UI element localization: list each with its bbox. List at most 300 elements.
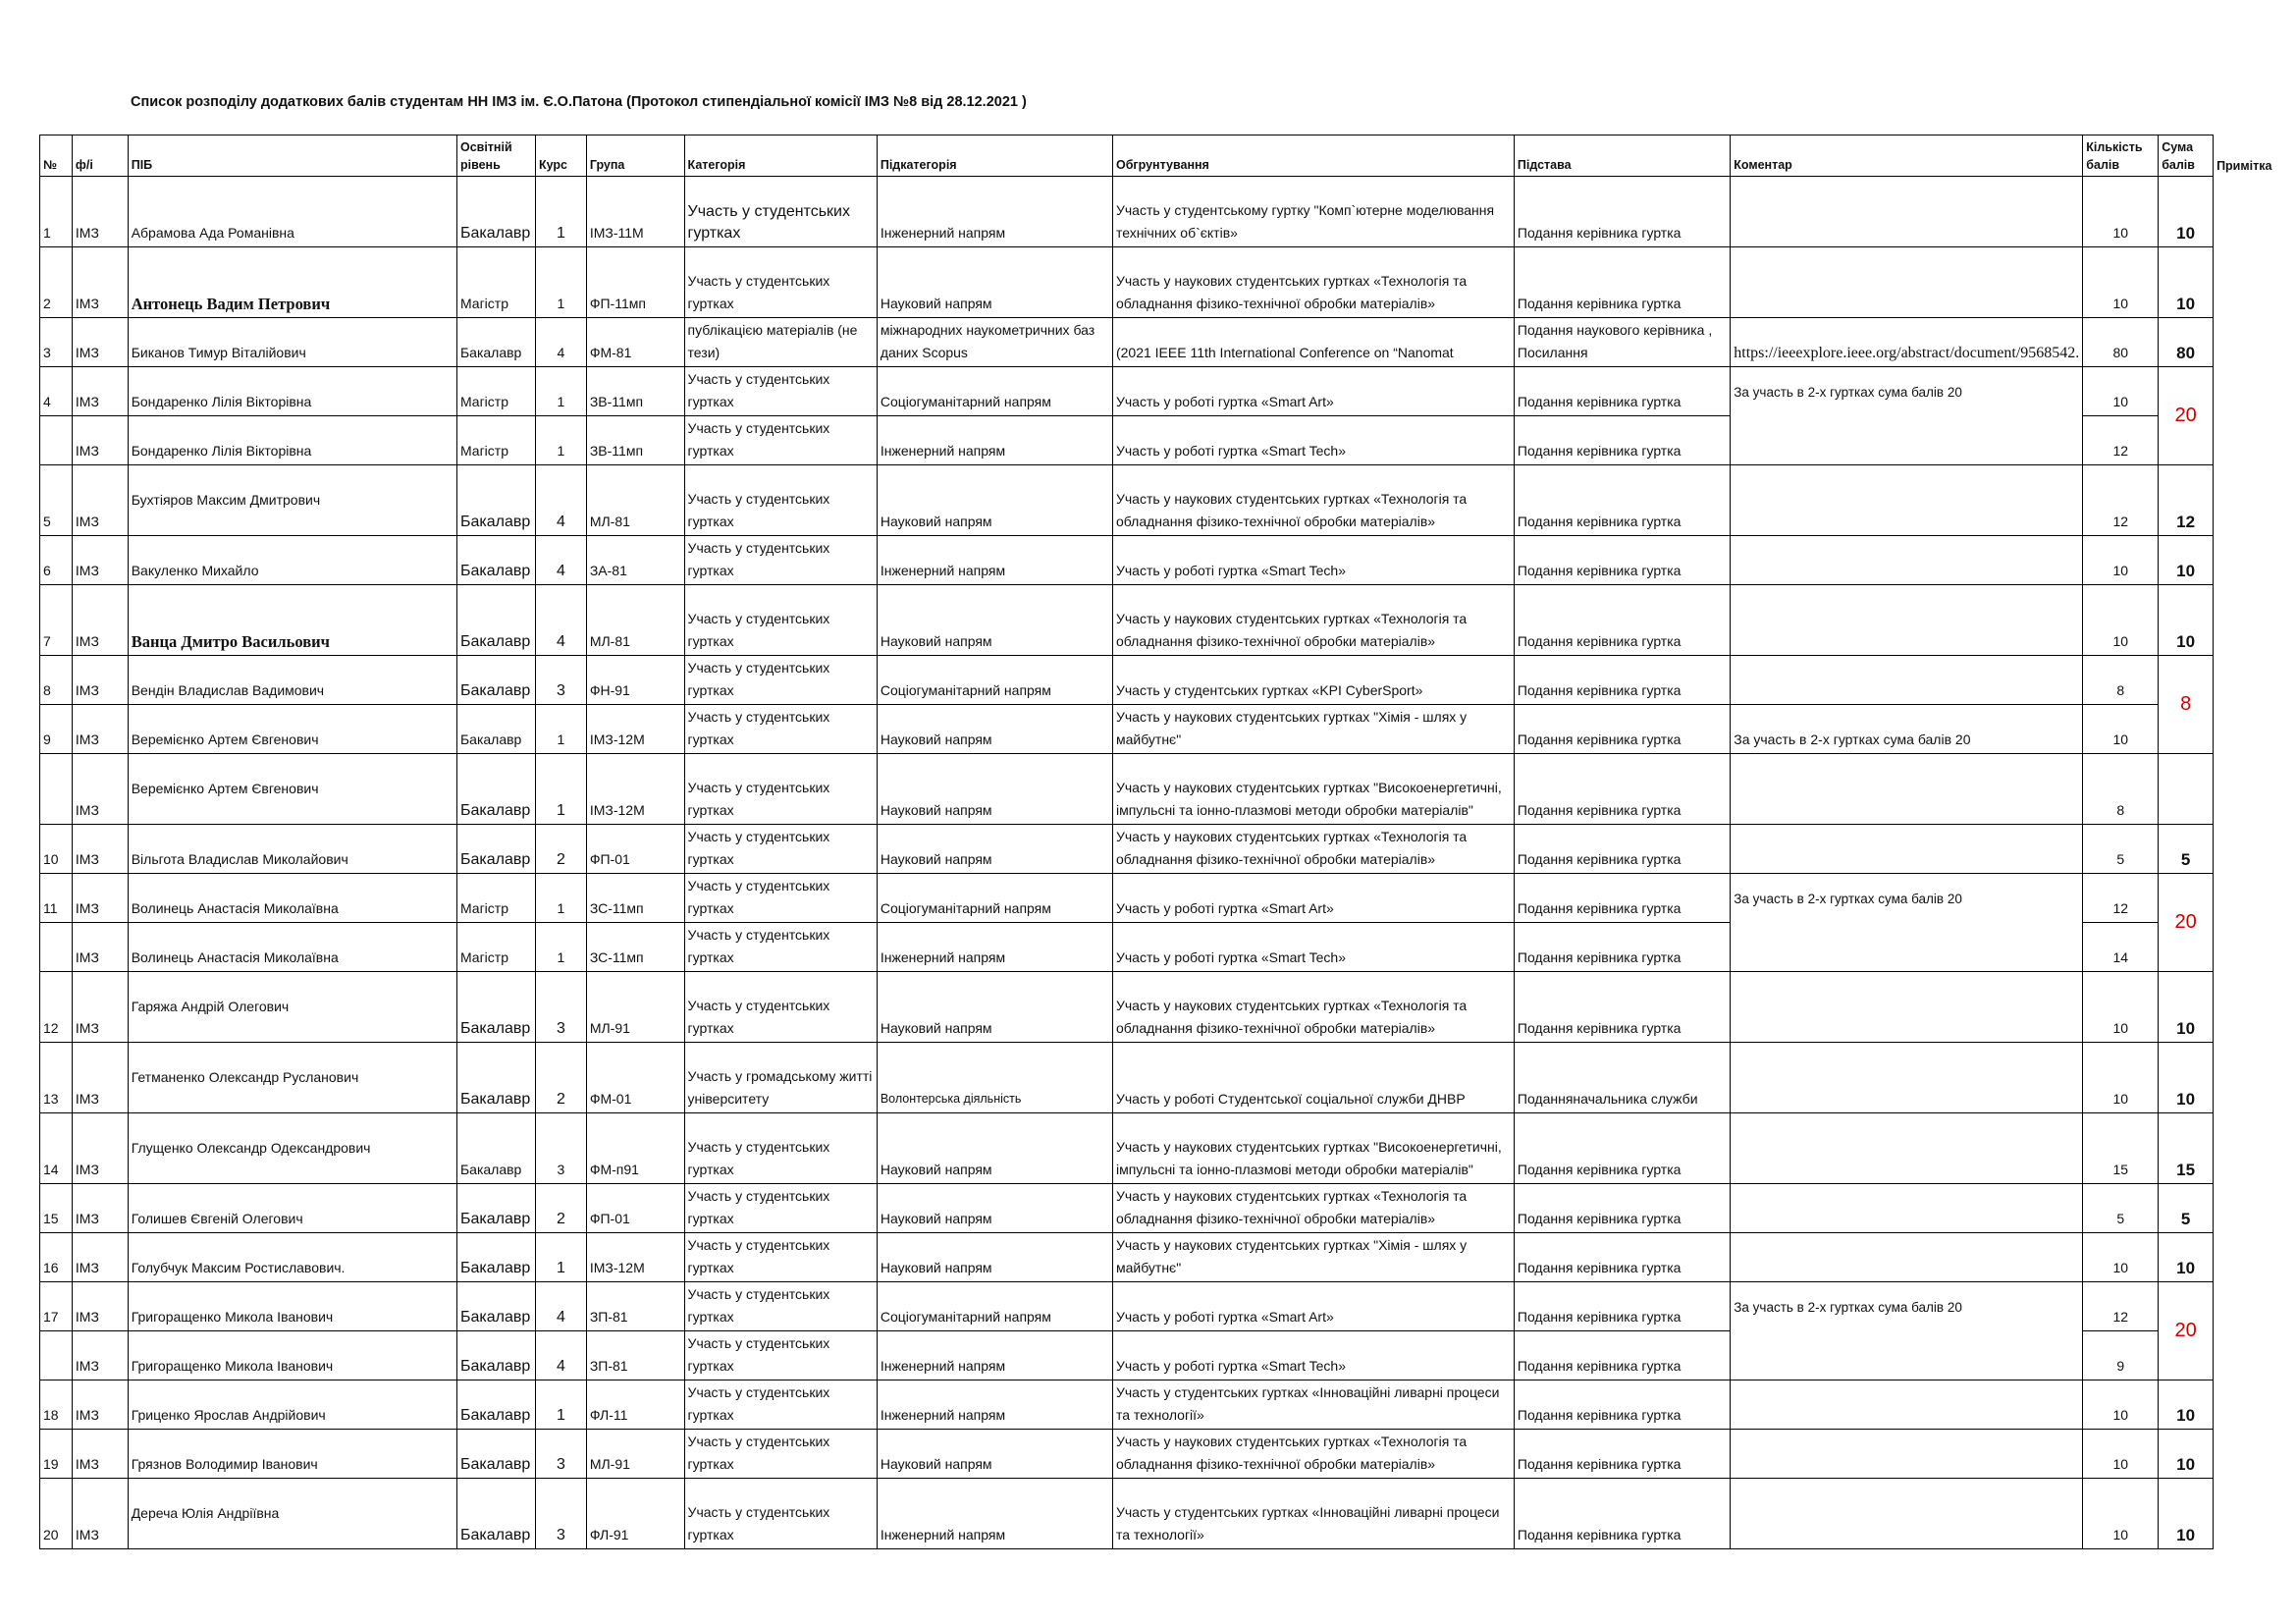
form-cell: ІМЗ: [72, 465, 128, 536]
comment: https://ieeexplore.ieee.org/abstract/document/9568542.: [1731, 318, 2083, 367]
comment: [1731, 1184, 2083, 1233]
course: 2: [535, 825, 586, 874]
form-cell: ІМЗ: [72, 705, 128, 754]
points-sum: 10: [2159, 1043, 2214, 1113]
points-sum: 10: [2159, 1479, 2214, 1549]
points-sum: 20: [2159, 367, 2214, 465]
points-sum: 8: [2159, 656, 2214, 754]
student-name: Ванца Дмитро Васильович: [128, 585, 456, 656]
points: 80: [2083, 318, 2159, 367]
header-pib: ПІБ: [128, 135, 456, 177]
course: 4: [535, 536, 586, 585]
education-level: Магістр: [456, 874, 535, 923]
points: 10: [2083, 1380, 2159, 1430]
note-cell: [2214, 177, 2296, 247]
student-name: Веремієнко Артем Євгенович: [128, 754, 456, 825]
header-course: Курс: [535, 135, 586, 177]
justification: Участь у наукових студентських гуртках «Технологія та обладнання фізико-технічної обробки матеріалів»: [1112, 1184, 1514, 1233]
basis: Подання керівника гуртка: [1514, 754, 1730, 825]
comment: За участь в 2-х гуртках сума балів 20: [1731, 1282, 2083, 1380]
category: публікацією матеріалів (не тези): [684, 318, 877, 367]
points-sum: 12: [2159, 465, 2214, 536]
points-table: [39, 135, 2296, 1549]
points-sum: 10: [2159, 585, 2214, 656]
form-cell: ІМЗ: [72, 874, 128, 923]
subcategory: Науковий напрям: [877, 1184, 1112, 1233]
category: Участь у студентських гуртках: [684, 247, 877, 318]
basis: Подання керівника гуртка: [1514, 177, 1730, 247]
student-name: Григоращенко Микола Іванович: [128, 1282, 456, 1331]
note-cell: [2214, 247, 2296, 318]
group: МЛ-81: [586, 585, 684, 656]
row-number: 14: [40, 1113, 73, 1184]
justification: Участь у роботі гуртка «Smart Art»: [1112, 874, 1514, 923]
table-row: [40, 1380, 2296, 1430]
table-row: [40, 177, 2296, 247]
row-number: 20: [40, 1479, 73, 1549]
header-row: [40, 135, 2296, 177]
course: 3: [535, 1479, 586, 1549]
comment: За участь в 2-х гуртках сума балів 20: [1731, 367, 2083, 465]
student-name: Григоращенко Микола Іванович: [128, 1331, 456, 1380]
course: 1: [535, 367, 586, 416]
justification: Участь у студентських гуртках «Інноваційні ливарні процеси та технології»: [1112, 1380, 1514, 1430]
category: Участь у студентських гуртках: [684, 1430, 877, 1479]
comment: За участь в 2-х гуртках сума балів 20: [1731, 705, 2083, 754]
category: Участь у студентських гуртках: [684, 465, 877, 536]
subcategory: Науковий напрям: [877, 1233, 1112, 1282]
subcategory: Інженерний напрям: [877, 536, 1112, 585]
note-cell: [2214, 825, 2296, 874]
header-level: Освітній рівень: [456, 135, 535, 177]
table-row: [40, 972, 2296, 1043]
points-sum: 5: [2159, 825, 2214, 874]
subcategory: Соціогуманітарний напрям: [877, 874, 1112, 923]
group: ІМЗ-12М: [586, 1233, 684, 1282]
header-points: Кількість балів: [2083, 135, 2159, 177]
basis: Подання керівника гуртка: [1514, 1331, 1730, 1380]
course: 2: [535, 1043, 586, 1113]
comment: [1731, 1043, 2083, 1113]
course: 1: [535, 874, 586, 923]
points: 10: [2083, 972, 2159, 1043]
note-cell: [2214, 1113, 2296, 1184]
form-cell: ІМЗ: [72, 1184, 128, 1233]
group: ІМЗ-11М: [586, 177, 684, 247]
row-number: 12: [40, 972, 73, 1043]
student-name: Вендін Владислав Вадимович: [128, 656, 456, 705]
justification: Участь у наукових студентських гуртках «Технологія та обладнання фізико-технічної обробки матеріалів»: [1112, 465, 1514, 536]
group: ЗВ-11мп: [586, 367, 684, 416]
education-level: Бакалавр: [456, 1184, 535, 1233]
points-sum: 15: [2159, 1113, 2214, 1184]
group: ФМ-81: [586, 318, 684, 367]
row-number: [40, 923, 73, 972]
education-level: Бакалавр: [456, 536, 535, 585]
student-name: Голубчук Максим Ростиславович.: [128, 1233, 456, 1282]
points: 12: [2083, 1282, 2159, 1331]
justification: Участь у роботі гуртка «Smart Tech»: [1112, 536, 1514, 585]
points-sum: 10: [2159, 1380, 2214, 1430]
basis: Подання керівника гуртка: [1514, 416, 1730, 465]
note-cell: [2214, 1184, 2296, 1233]
course: 1: [535, 1233, 586, 1282]
category: Участь у студентських гуртках: [684, 416, 877, 465]
note-cell: [2214, 367, 2296, 416]
justification: Участь у наукових студентських гуртках "Хімія - шлях у майбутнє": [1112, 1233, 1514, 1282]
form-cell: ІМЗ: [72, 825, 128, 874]
comment: [1731, 1430, 2083, 1479]
student-name: Волинець Анастасія Миколаївна: [128, 923, 456, 972]
category: Участь у студентських гуртках: [684, 705, 877, 754]
points-sum: 10: [2159, 972, 2214, 1043]
group: ІМЗ-12М: [586, 754, 684, 825]
table-row: [40, 1282, 2296, 1331]
comment: [1731, 247, 2083, 318]
student-name: Бондаренко Лілія Вікторівна: [128, 416, 456, 465]
table-row: [40, 367, 2296, 416]
student-name: Веремієнко Артем Євгенович: [128, 705, 456, 754]
basis: Подання керівника гуртка: [1514, 1479, 1730, 1549]
course: 3: [535, 972, 586, 1043]
comment: [1731, 536, 2083, 585]
subcategory: Соціогуманітарний напрям: [877, 656, 1112, 705]
form-cell: ІМЗ: [72, 754, 128, 825]
category: Участь у студентських гуртках: [684, 1380, 877, 1430]
category: Участь у студентських гуртках: [684, 1233, 877, 1282]
justification: Участь у наукових студентських гуртках "Високоенергетичні, імпульсні та іонно-плазмові методи обробки матеріалів": [1112, 1113, 1514, 1184]
subcategory: Науковий напрям: [877, 465, 1112, 536]
table-row: [40, 1479, 2296, 1549]
row-number: 3: [40, 318, 73, 367]
basis: Подання керівника гуртка: [1514, 465, 1730, 536]
header-basis: Підстава: [1514, 135, 1730, 177]
justification: Участь у наукових студентських гуртках "Хімія - шлях у майбутнє": [1112, 705, 1514, 754]
points: 10: [2083, 177, 2159, 247]
course: 4: [535, 465, 586, 536]
basis: Подання керівника гуртка: [1514, 585, 1730, 656]
points-sum: 80: [2159, 318, 2214, 367]
group: ФП-11мп: [586, 247, 684, 318]
points: 10: [2083, 247, 2159, 318]
justification: Участь у наукових студентських гуртках «Технологія та обладнання фізико-технічної обробки матеріалів»: [1112, 247, 1514, 318]
points: 10: [2083, 585, 2159, 656]
student-name: Бондаренко Лілія Вікторівна: [128, 367, 456, 416]
form-cell: ІМЗ: [72, 1113, 128, 1184]
row-number: 4: [40, 367, 73, 416]
points-sum: 10: [2159, 1233, 2214, 1282]
basis: Подання керівника гуртка: [1514, 1233, 1730, 1282]
justification: Участь у наукових студентських гуртках «Технологія та обладнання фізико-технічної обробки матеріалів»: [1112, 1430, 1514, 1479]
row-number: 2: [40, 247, 73, 318]
note-cell: [2214, 585, 2296, 656]
comment: [1731, 1233, 2083, 1282]
basis: Подання керівника гуртка: [1514, 247, 1730, 318]
note-cell: [2214, 1233, 2296, 1282]
subcategory: міжнародних наукометричних баз даних Scopus: [877, 318, 1112, 367]
category: Участь у студентських гуртках: [684, 972, 877, 1043]
form-cell: ІМЗ: [72, 972, 128, 1043]
student-name: Голишев Євгеній Олегович: [128, 1184, 456, 1233]
row-number: 10: [40, 825, 73, 874]
justification: Участь у роботі гуртка «Smart Tech»: [1112, 416, 1514, 465]
group: ФН-91: [586, 656, 684, 705]
basis: Подання керівника гуртка: [1514, 536, 1730, 585]
education-level: Бакалавр: [456, 1331, 535, 1380]
category: Участь у студентських гуртках: [684, 1479, 877, 1549]
comment: [1731, 585, 2083, 656]
header-justification: Обгрунтування: [1112, 135, 1514, 177]
points: 10: [2083, 367, 2159, 416]
table-row: [40, 247, 2296, 318]
subcategory: Науковий напрям: [877, 1113, 1112, 1184]
points: 12: [2083, 465, 2159, 536]
note-cell: [2214, 874, 2296, 923]
course: 3: [535, 1113, 586, 1184]
category: Участь у студентських гуртках: [684, 1113, 877, 1184]
table-row: [40, 754, 2296, 825]
points: 10: [2083, 536, 2159, 585]
course: 1: [535, 754, 586, 825]
table-row: [40, 825, 2296, 874]
education-level: Бакалавр: [456, 1479, 535, 1549]
student-name: Гаряжа Андрій Олегович: [128, 972, 456, 1043]
course: 1: [535, 1380, 586, 1430]
points-sum: 20: [2159, 874, 2214, 972]
group: ФП-01: [586, 825, 684, 874]
student-name: Антонець Вадим Петрович: [128, 247, 456, 318]
note-cell: [2214, 923, 2296, 972]
student-name: Гетманенко Олександр Русланович: [128, 1043, 456, 1113]
basis: Подання керівника гуртка: [1514, 367, 1730, 416]
subcategory: Соціогуманітарний напрям: [877, 1282, 1112, 1331]
education-level: Бакалавр: [456, 465, 535, 536]
form-cell: ІМЗ: [72, 585, 128, 656]
education-level: Бакалавр: [456, 1430, 535, 1479]
header-note: Примітка: [2216, 158, 2272, 173]
student-name: Гриценко Ярослав Андрійович: [128, 1380, 456, 1430]
row-number: 6: [40, 536, 73, 585]
row-number: 16: [40, 1233, 73, 1282]
points: 10: [2083, 1430, 2159, 1479]
table-row: [40, 1184, 2296, 1233]
group: ІМЗ-12М: [586, 705, 684, 754]
table-row: [40, 1043, 2296, 1113]
points: 5: [2083, 825, 2159, 874]
note-cell: [2214, 416, 2296, 465]
group: ЗС-11мп: [586, 923, 684, 972]
table-row: [40, 318, 2296, 367]
group: ФМ-01: [586, 1043, 684, 1113]
course: 3: [535, 656, 586, 705]
student-name: Грязнов Володимир Іванович: [128, 1430, 456, 1479]
note-cell: [2214, 536, 2296, 585]
header-comment: Коментар: [1731, 135, 2083, 177]
subcategory: Інженерний напрям: [877, 416, 1112, 465]
row-number: [40, 1331, 73, 1380]
row-number: 13: [40, 1043, 73, 1113]
form-cell: ІМЗ: [72, 1233, 128, 1282]
comment: [1731, 972, 2083, 1043]
form-cell: ІМЗ: [72, 416, 128, 465]
form-cell: ІМЗ: [72, 318, 128, 367]
header-group: Група: [586, 135, 684, 177]
form-cell: ІМЗ: [72, 1331, 128, 1380]
form-cell: ІМЗ: [72, 367, 128, 416]
category: Участь у студентських гуртках: [684, 1282, 877, 1331]
education-level: Бакалавр: [456, 318, 535, 367]
form-cell: ІМЗ: [72, 1479, 128, 1549]
points: 12: [2083, 416, 2159, 465]
course: 1: [535, 705, 586, 754]
basis: Подання керівника гуртка: [1514, 1282, 1730, 1331]
student-name: Волинець Анастасія Миколаївна: [128, 874, 456, 923]
group: ФМ-п91: [586, 1113, 684, 1184]
education-level: Бакалавр: [456, 1233, 535, 1282]
group: ЗП-81: [586, 1331, 684, 1380]
row-number: 19: [40, 1430, 73, 1479]
points: 8: [2083, 656, 2159, 705]
justification: Участь у роботі гуртка «Smart Art»: [1112, 1282, 1514, 1331]
category: Участь у студентських гуртках: [684, 754, 877, 825]
group: МЛ-91: [586, 972, 684, 1043]
note-cell: [2214, 318, 2296, 367]
subcategory: Науковий напрям: [877, 754, 1112, 825]
education-level: Бакалавр: [456, 825, 535, 874]
basis: Подання керівника гуртка: [1514, 656, 1730, 705]
points: 10: [2083, 705, 2159, 754]
student-name: Глущенко Олександр Одександрович: [128, 1113, 456, 1184]
category: Участь у студентських гуртках: [684, 923, 877, 972]
education-level: Бакалавр: [456, 177, 535, 247]
points-sum: 20: [2159, 1282, 2214, 1380]
points: 10: [2083, 1043, 2159, 1113]
table-row: [40, 1430, 2296, 1479]
group: ФЛ-91: [586, 1479, 684, 1549]
course: 3: [535, 1430, 586, 1479]
form-cell: ІМЗ: [72, 536, 128, 585]
basis: Подання керівника гуртка: [1514, 923, 1730, 972]
points-sum: 5: [2159, 1184, 2214, 1233]
subcategory: Науковий напрям: [877, 247, 1112, 318]
justification: Учаcть у студентському гуртку "Комп`ютерне моделювання технічних об`єктів»: [1112, 177, 1514, 247]
basis: Подання керівника гуртка: [1514, 705, 1730, 754]
justification: Участь у наукових студентських гуртках «Технологія та обладнання фізико-технічної обробки матеріалів»: [1112, 825, 1514, 874]
comment: [1731, 825, 2083, 874]
row-number: 18: [40, 1380, 73, 1430]
basis: Подання керівника гуртка: [1514, 874, 1730, 923]
category: Участь у студентських гуртках: [684, 656, 877, 705]
subcategory: Інженерний напрям: [877, 177, 1112, 247]
justification: (2021 IEEE 11th International Conference on “Nanomat: [1112, 318, 1514, 367]
table-row: [40, 705, 2296, 754]
row-number: 7: [40, 585, 73, 656]
category: Участь у студентських гуртках: [684, 536, 877, 585]
education-level: Бакалавр: [456, 1043, 535, 1113]
note-cell: [2214, 1282, 2296, 1331]
education-level: Магістр: [456, 367, 535, 416]
row-number: 8: [40, 656, 73, 705]
basis: Подання керівника гуртка: [1514, 1380, 1730, 1430]
course: 1: [535, 416, 586, 465]
education-level: Бакалавр: [456, 585, 535, 656]
table-row: [40, 656, 2296, 705]
group: ЗА-81: [586, 536, 684, 585]
row-number: 1: [40, 177, 73, 247]
justification: Участь у роботі гуртка «Smart Art»: [1112, 367, 1514, 416]
student-name: Биканов Тимур Віталійович: [128, 318, 456, 367]
comment: [1731, 1479, 2083, 1549]
group: ФП-01: [586, 1184, 684, 1233]
category: Участь у студентських гуртках: [684, 1184, 877, 1233]
category: Участь у студентських гуртках: [684, 177, 877, 247]
form-cell: ІМЗ: [72, 1043, 128, 1113]
justification: Участь у роботі гуртка «Smart Tech»: [1112, 923, 1514, 972]
table-body: [40, 177, 2296, 1549]
row-number: 15: [40, 1184, 73, 1233]
education-level: Бакалавр: [456, 972, 535, 1043]
comment: [1731, 754, 2083, 825]
form-cell: ІМЗ: [72, 656, 128, 705]
note-cell: [2214, 1380, 2296, 1430]
subcategory: Науковий напрям: [877, 972, 1112, 1043]
subcategory: Науковий напрям: [877, 585, 1112, 656]
category: Участь у студентських гуртках: [684, 1331, 877, 1380]
student-name: Вільгота Владислав Миколайович: [128, 825, 456, 874]
basis: Подання керівника гуртка: [1514, 825, 1730, 874]
header-category: Категорія: [684, 135, 877, 177]
subcategory: Науковий напрям: [877, 825, 1112, 874]
comment: [1731, 656, 2083, 705]
group: МЛ-91: [586, 1430, 684, 1479]
table-row: [40, 1233, 2296, 1282]
course: 2: [535, 1184, 586, 1233]
category: Участь у студентських гуртках: [684, 825, 877, 874]
basis: Подання керівника гуртка: [1514, 1113, 1730, 1184]
table-row: [40, 1113, 2296, 1184]
points: 12: [2083, 874, 2159, 923]
note-cell: [2214, 656, 2296, 705]
student-name: Бухтіяров Максим Дмитрович: [128, 465, 456, 536]
note-cell: [2214, 972, 2296, 1043]
row-number: 9: [40, 705, 73, 754]
basis: Подання керівника гуртка: [1514, 1184, 1730, 1233]
justification: Участь у студентських гуртках «Інноваційні ливарні процеси та технології»: [1112, 1479, 1514, 1549]
row-number: 17: [40, 1282, 73, 1331]
basis: Подання керівника гуртка: [1514, 972, 1730, 1043]
basis: Подання наукового керівника , Посилання: [1514, 318, 1730, 367]
points-sum: 10: [2159, 1430, 2214, 1479]
education-level: Бакалавр: [456, 1282, 535, 1331]
justification: Участь у студентських гуртках «KPI CyberSport»: [1112, 656, 1514, 705]
points: 8: [2083, 754, 2159, 825]
points: 10: [2083, 1233, 2159, 1282]
points: 15: [2083, 1113, 2159, 1184]
education-level: Бакалавр: [456, 1380, 535, 1430]
table-row: [40, 465, 2296, 536]
course: 4: [535, 1331, 586, 1380]
justification: Участь у наукових студентських гуртках "Високоенергетичні, імпульсні та іонно-плазмові методи обробки матеріалів": [1112, 754, 1514, 825]
category: Участь у студентських гуртках: [684, 585, 877, 656]
note-cell: [2214, 1430, 2296, 1479]
education-level: Бакалавр: [456, 656, 535, 705]
subcategory: Волонтерська діяльність: [877, 1043, 1112, 1113]
education-level: Бакалавр: [456, 1113, 535, 1184]
justification: Участь у роботі гуртка «Smart Tech»: [1112, 1331, 1514, 1380]
category: Участь у громадському житті університету: [684, 1043, 877, 1113]
education-level: Бакалавр: [456, 754, 535, 825]
justification: Участь у наукових студентських гуртках «Технологія та обладнання фізико-технічної обробки матеріалів»: [1112, 585, 1514, 656]
